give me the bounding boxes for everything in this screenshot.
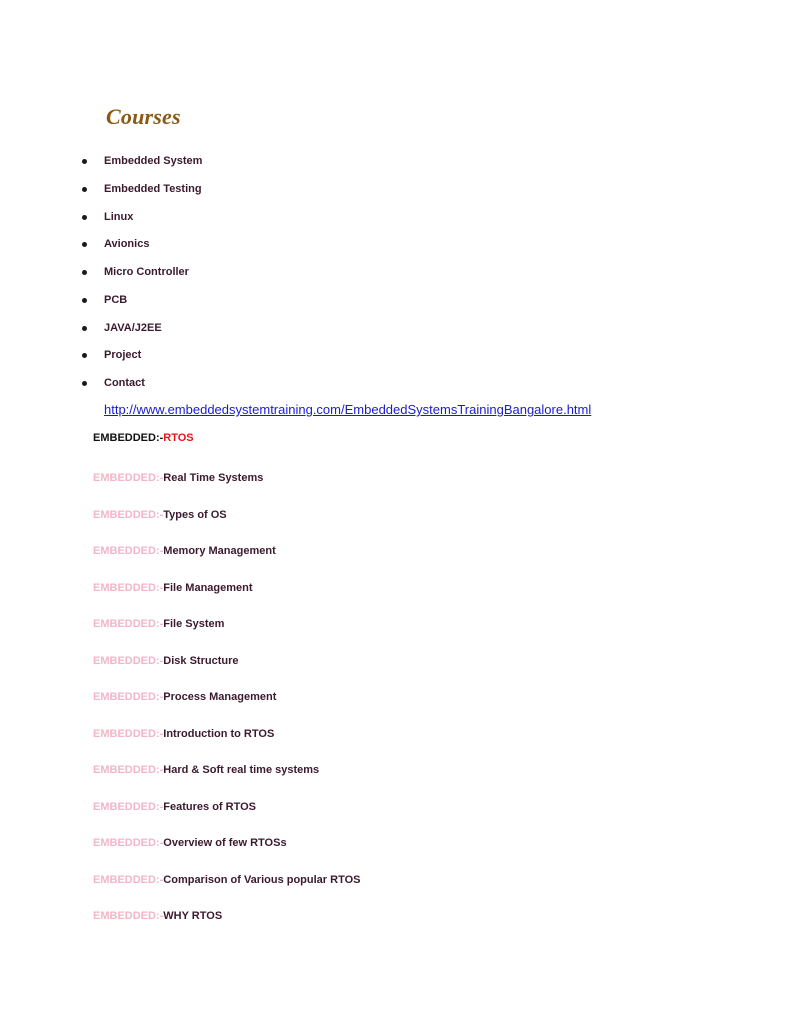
- topic-list: [93, 472, 361, 947]
- course-list-item: [0, 319, 400, 347]
- topic-item: [93, 728, 361, 765]
- bullet-icon: [82, 242, 87, 247]
- topic-item: [93, 837, 361, 874]
- course-link-linux[interactable]: Linux: [104, 210, 134, 223]
- course-link-embedded-system[interactable]: Embedded System: [104, 155, 203, 167]
- bullet-icon: [82, 326, 87, 331]
- bullet-icon: [82, 270, 87, 275]
- course-list-item: [0, 291, 400, 319]
- topic-item: [93, 582, 361, 619]
- course-list-item: [0, 152, 400, 180]
- section-heading: [93, 432, 194, 444]
- topic-link-memory-management[interactable]: Memory Management: [163, 545, 276, 557]
- course-link-embedded-testing[interactable]: Embedded Testing: [104, 182, 202, 195]
- topic-link-hard-soft-real-time-systems[interactable]: Hard & Soft real time systems: [163, 764, 320, 776]
- topic-item: [93, 472, 361, 509]
- topic-link-disk-structure[interactable]: Disk Structure: [163, 654, 239, 667]
- topic-prefix: EMBEDDED:-: [93, 618, 164, 630]
- topic-item: [93, 801, 361, 838]
- external-url-link[interactable]: http://www.embeddedsystemtraining.com/EmbeddedSystemsTrainingBangalore.html: [104, 402, 592, 417]
- topic-link-introduction-to-rtos[interactable]: Introduction to RTOS: [163, 727, 275, 740]
- topic-link-real-time-systems[interactable]: Real Time Systems: [163, 472, 264, 484]
- topic-item: [93, 655, 361, 692]
- topic-prefix: EMBEDDED:-: [93, 800, 164, 813]
- topic-item: [93, 618, 361, 655]
- page-title: Courses: [106, 104, 181, 129]
- course-list-item: [0, 263, 400, 291]
- bullet-icon: [82, 298, 87, 303]
- topic-prefix: EMBEDDED:-: [93, 654, 164, 667]
- topic-prefix: EMBEDDED:-: [93, 581, 164, 594]
- course-list-item: [0, 180, 400, 208]
- topic-item: [93, 691, 361, 728]
- topic-prefix: EMBEDDED:-: [93, 545, 164, 557]
- topic-item: [93, 874, 361, 911]
- topic-prefix: EMBEDDED:-: [93, 472, 164, 484]
- topic-item: [93, 764, 361, 801]
- section-heading-accent: RTOS: [163, 432, 194, 444]
- course-link-java-j2ee[interactable]: JAVA/J2EE: [104, 321, 162, 334]
- topic-prefix: EMBEDDED:-: [93, 873, 164, 886]
- course-link-project[interactable]: Project: [104, 349, 142, 362]
- topic-prefix: EMBEDDED:-: [93, 837, 164, 849]
- bullet-icon: [82, 381, 87, 386]
- topic-link-file-management[interactable]: File Management: [163, 581, 253, 594]
- topic-item: [93, 545, 361, 582]
- topic-link-types-of-os[interactable]: Types of OS: [163, 508, 227, 521]
- topic-prefix: EMBEDDED:-: [93, 508, 164, 521]
- course-list-item: [0, 208, 400, 236]
- bullet-icon: [82, 187, 87, 192]
- topic-item: [93, 910, 361, 947]
- topic-prefix: EMBEDDED:-: [93, 910, 164, 922]
- course-list-item: [0, 235, 400, 263]
- topic-link-why-rtos[interactable]: WHY RTOS: [163, 910, 223, 922]
- topic-link-comparison-of-rtos[interactable]: Comparison of Various popular RTOS: [163, 873, 361, 886]
- topic-link-process-management[interactable]: Process Management: [163, 691, 277, 703]
- course-list-item: [0, 374, 400, 402]
- bullet-icon: [82, 353, 87, 358]
- topic-link-overview-of-few-rtoss[interactable]: Overview of few RTOSs: [163, 837, 287, 849]
- course-link-avionics[interactable]: Avionics: [104, 238, 150, 251]
- bullet-icon: [82, 215, 87, 220]
- topic-prefix: EMBEDDED:-: [93, 727, 164, 740]
- topic-prefix: EMBEDDED:-: [93, 691, 164, 703]
- course-link-pcb[interactable]: PCB: [104, 293, 128, 306]
- topic-link-features-of-rtos[interactable]: Features of RTOS: [163, 800, 256, 813]
- topic-prefix: EMBEDDED:-: [93, 764, 164, 776]
- topic-link-file-system[interactable]: File System: [163, 618, 225, 630]
- course-link-contact[interactable]: Contact: [104, 377, 145, 389]
- course-list-item: [0, 346, 400, 374]
- section-heading-prefix: EMBEDDED:-: [93, 432, 164, 444]
- bullet-icon: [82, 159, 87, 164]
- topic-item: [93, 509, 361, 546]
- course-link-micro-controller[interactable]: Micro Controller: [104, 266, 189, 278]
- course-list: [0, 152, 400, 402]
